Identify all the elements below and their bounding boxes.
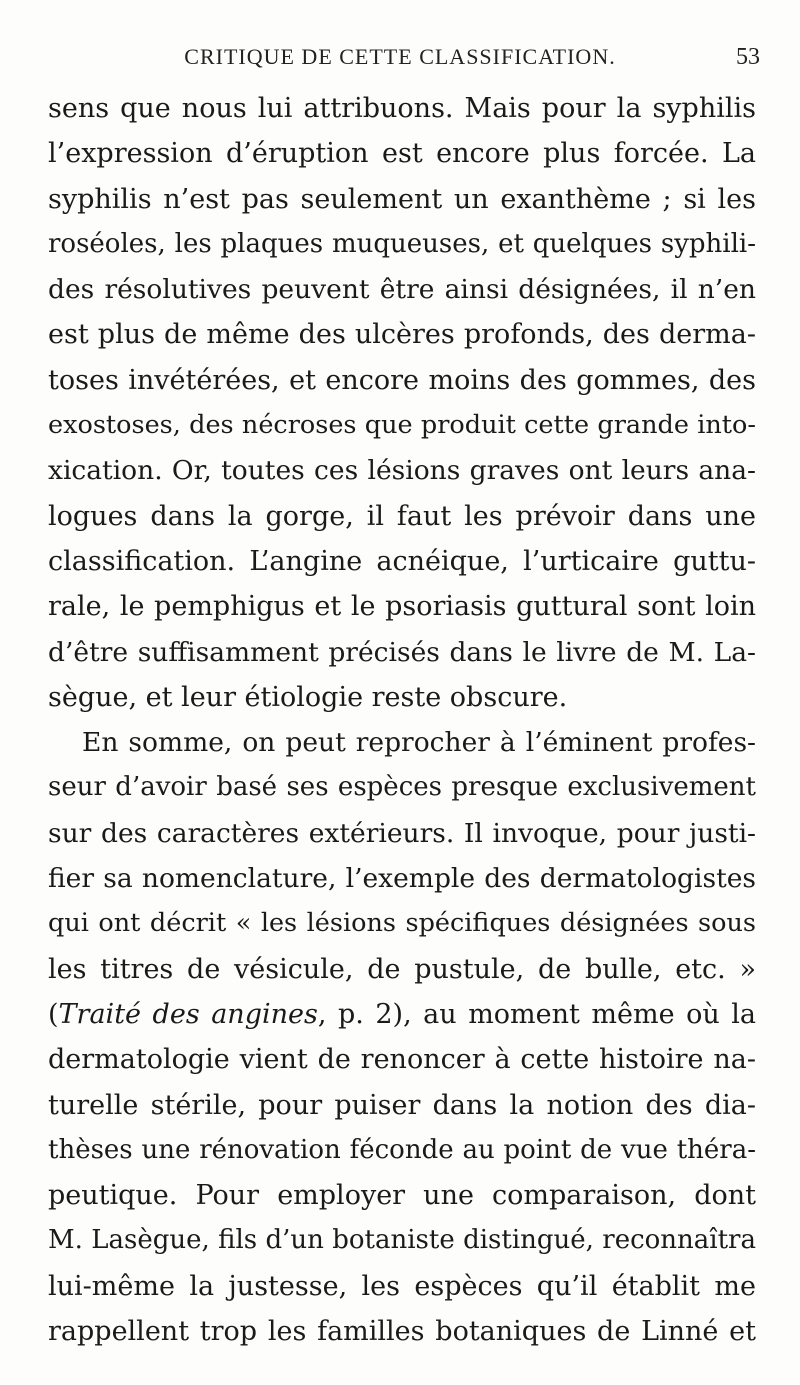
text-line: sur des caractères extérieurs. Il invoque, pour justi-	[48, 817, 756, 849]
text-line: sens que nous lui attribuons. Mais pour la syphilis	[48, 93, 756, 124]
text-line: qui ont décrit « les lésions spécifiques désignées sous	[48, 908, 756, 939]
text-line: sègue, et leur étiologie reste obscure.	[48, 681, 568, 713]
text-line: M. Lasègue, fils d’un botaniste distingué, reconnaîtra	[48, 1225, 756, 1256]
citation-open: (	[48, 998, 59, 1030]
text-line: En somme, on peut reprocher à l’éminent profes-	[82, 727, 756, 759]
text-line: lui-même la justesse, les espèces qu’il établit me	[48, 1270, 756, 1302]
running-head	[40, 44, 760, 74]
text-line: peutique. Pour employer une comparaison, dont	[48, 1180, 756, 1212]
text-line: seur d’avoir basé ses espèces presque exclusivement	[48, 772, 756, 803]
text-line: roséoles, les plaques muqueuses, et quelques syphili-	[48, 228, 756, 259]
page-number: 53	[736, 44, 760, 70]
running-title: CRITIQUE DE CETTE CLASSIFICATION.	[184, 44, 616, 69]
text-line: l’expression d’éruption est encore plus forcée. La	[48, 138, 756, 170]
text-line: fier sa nomenclature, l’exemple des dermatologistes	[48, 863, 756, 895]
text-line: les titres de vésicule, de pustule, de bulle, etc. »	[48, 953, 756, 985]
body-text	[48, 86, 756, 1354]
text-line-with-citation	[48, 992, 756, 1037]
citation-title: Traité des angines	[58, 998, 318, 1030]
paragraph-2	[48, 720, 756, 1354]
text-line: xication. Or, toutes ces lésions graves ont leurs ana-	[48, 455, 756, 487]
text-line: syphilis n’est pas seulement un exanthème ; si les	[48, 183, 756, 215]
paragraph-1	[48, 86, 756, 720]
text-line: classification. L’angine acnéique, l’urticaire guttu-	[48, 545, 756, 577]
text-line: turelle stérile, pour puiser dans la notion des dia-	[48, 1089, 756, 1121]
text-line: est plus de même des ulcères profonds, des derma-	[48, 319, 756, 351]
text-line: thèses une rénovation féconde au point de vue théra-	[48, 1134, 756, 1165]
text-line: toses invétérées, et encore moins des gommes, des	[48, 364, 756, 396]
text-line: des résolutives peuvent être ainsi désignées, il n’en	[48, 274, 756, 306]
text-line: exostoses, des nécroses que produit cette grande into-	[48, 410, 756, 441]
text-line: logues dans la gorge, il faut les prévoir dans une	[48, 500, 756, 532]
citation-rest: , p. 2), au moment même où la	[317, 998, 756, 1030]
text-line: rappellent trop les familles botaniques de Linné et	[48, 1316, 756, 1348]
text-line: rale, le pemphigus et le psoriasis guttural sont loin	[48, 591, 756, 623]
text-line: dermatologie vient de renoncer à cette histoire na-	[48, 1044, 756, 1076]
text-line: d’être suffisamment précisés dans le livre de M. La-	[48, 636, 756, 668]
